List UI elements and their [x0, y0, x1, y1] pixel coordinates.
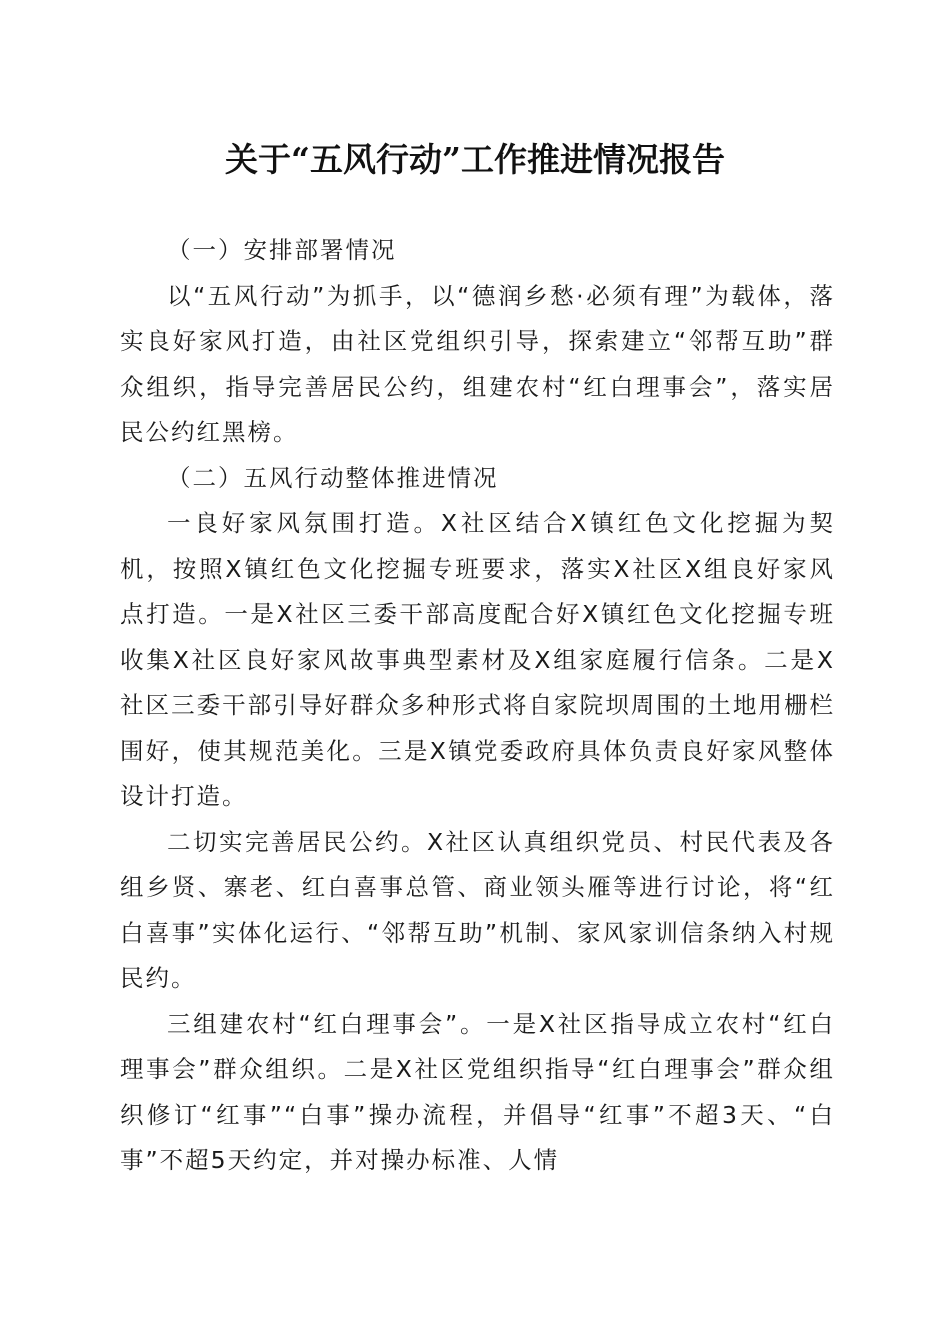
section-heading: （二）五风行动整体推进情况	[167, 463, 499, 492]
document-body	[120, 228, 835, 1184]
paragraph: 三组建农村“红白理事会”。一是X社区指导成立农村“红白理事会”群众组织。二是X社区党组织指导“红白理事会”群众组织修订“红事”“白事”操办流程，并倡导“红事”不超3天、“白事”不超5天约定，并对操办标准、人情	[120, 1009, 835, 1174]
section-heading: （一）安排部署情况	[167, 236, 397, 264]
document-title: 关于“五风行动”工作推进情况报告	[225, 140, 725, 179]
paragraph: 二切实完善居民公约。X社区认真组织党员、村民代表及各组乡贤、寨老、红白喜事总管、商业领头雁等进行讨论，将“红白喜事”实体化运行、“邻帮互助”机制、家风家训信条纳入村规民约。	[120, 827, 835, 992]
paragraph: 一良好家风氛围打造。X社区结合X镇红色文化挖掘为契机，按照X镇红色文化挖掘专班要求，落实X社区X组良好家风点打造。一是X社区三委干部高度配合好X镇红色文化挖掘专班收集X社区良好家风故事典型素材及X组家庭履行信条。二是X社区三委干部引导好群众多种形式将自家院坝周围的土地用栅栏围好，使其规范美化。三是X镇党委政府具体负责良好家风整体设计打造。	[120, 509, 835, 810]
paragraph: 以“五风行动”为抓手，以“德润乡愁·必须有理”为载体，落实良好家风打造，由社区党组织引导，探索建立“邻帮互助”群众组织，指导完善居民公约，组建农村“红白理事会”，落实居民公约红黑榜。	[120, 281, 835, 446]
